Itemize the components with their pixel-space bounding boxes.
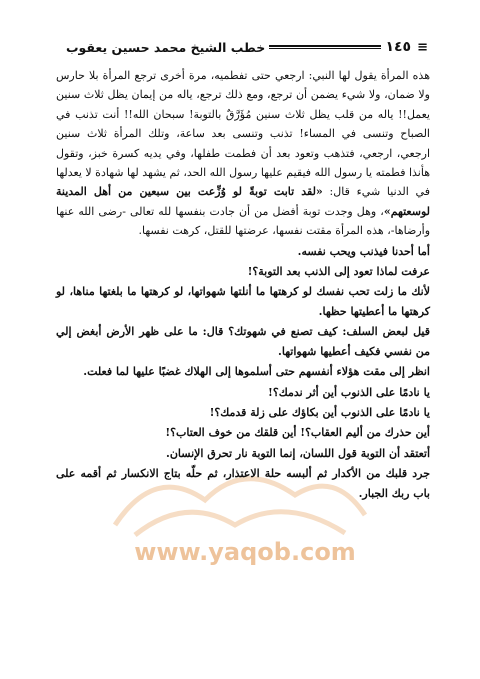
paragraph-1-part-1: هذه المرأة يقول لها النبي: ارجعي حتى تفطميه، مرة أخرى ترجع المرأة بلا حارس ولا ضمان، ولا شيء يضمن أن ترجع، ومع ذلك ترجع، ياله من إيمان يظل ثلاث سنين يعمل!! ياله من قلب يظل ثلاث سنين مُؤَرَّقٌ بالتوبة! سبحان الله!! أنت تذنب في الصباح وتنسى في المساء! تذنب وتنسى بعد ساعة، وتلك المرأة ثلاث سنين ارجعي، ارجعي، فتذهب وتعود بعد أن فطمت طفلها، وفي يديه كسرة خبز، وتقول هأنذا فطمته يا رسول الله فيقيم عليها رسول الله الحد، ثم يشهد لها شهادة لا يعدلها في الدنيا شيء قال: — [56, 69, 430, 199]
paragraph-3: عرفت لماذا تعود إلى الذنب بعد التوبة؟! — [247, 265, 430, 279]
paragraph-10: أتعتقد أن التوبة قول اللسان، إنما التوبة نار تحرق الإنسان. — [166, 446, 430, 460]
page-header — [60, 36, 430, 58]
paragraph-8: يا نادمًا على الذنوب أين بكاؤك على زلة قدمك؟! — [209, 405, 430, 419]
paragraph-2: أما أحدنا فيذنب ويحب نفسه. — [297, 244, 430, 258]
book-title: خطب الشيخ محمد حسين يعقوب — [66, 39, 266, 55]
paragraph-7: يا نادمًا على الذنوب أين أثر ندمك؟! — [268, 385, 430, 399]
paragraph-11: جرد قلبك من الأكدار ثم ألبسه حلة الاعتذار، ثم حلّه بتاج الانكسار ثم أقمه على باب ربك الجبار. — [56, 467, 430, 500]
paragraph-6: انظر إلى مقت هؤلاء أنفسهم حتى أسلموها إلى الهلاك غضبًا عليها لما فعلت. — [83, 365, 430, 379]
menu-icon: ≡ — [417, 39, 428, 55]
page-body — [56, 66, 430, 503]
paragraph-1 — [56, 66, 430, 241]
paragraph-1-part-3: ، وهل وجدت توبة أفضل من أن جادت بنفسها لله تعالى -رضى الله عنها وأرضاها-، هذه المرأة مقتت نفسها، عرضتها للقتل، كرهت نفسها. — [56, 204, 430, 238]
hadith-quote: «لقد تابت توبةً لو وُزِّعت بين سبعين من أهل المدينة لوسعتهم» — [56, 185, 430, 218]
watermark-url: www.yaqob.com — [134, 538, 356, 566]
paragraph-5: قيل لبعض السلف: كيف تصنع في شهوتك؟ قال: ما على ظهر الأرض أبغض إلي من نفسي فكيف أعطيها شهواتها. — [56, 325, 430, 358]
paragraph-9: أين حذرك من أليم العقاب؟! أين قلقك من خوف العتاب؟! — [165, 426, 430, 440]
header-rule — [269, 45, 381, 49]
page-number: ١٤٥ — [385, 39, 412, 55]
paragraph-4: لأنك ما زلت تحب نفسك لو كرهتها ما أنلتها شهواتها، لو كرهتها ما بلغتها مناها، لو كرهتها ما أعطيتها حظها. — [56, 285, 430, 318]
